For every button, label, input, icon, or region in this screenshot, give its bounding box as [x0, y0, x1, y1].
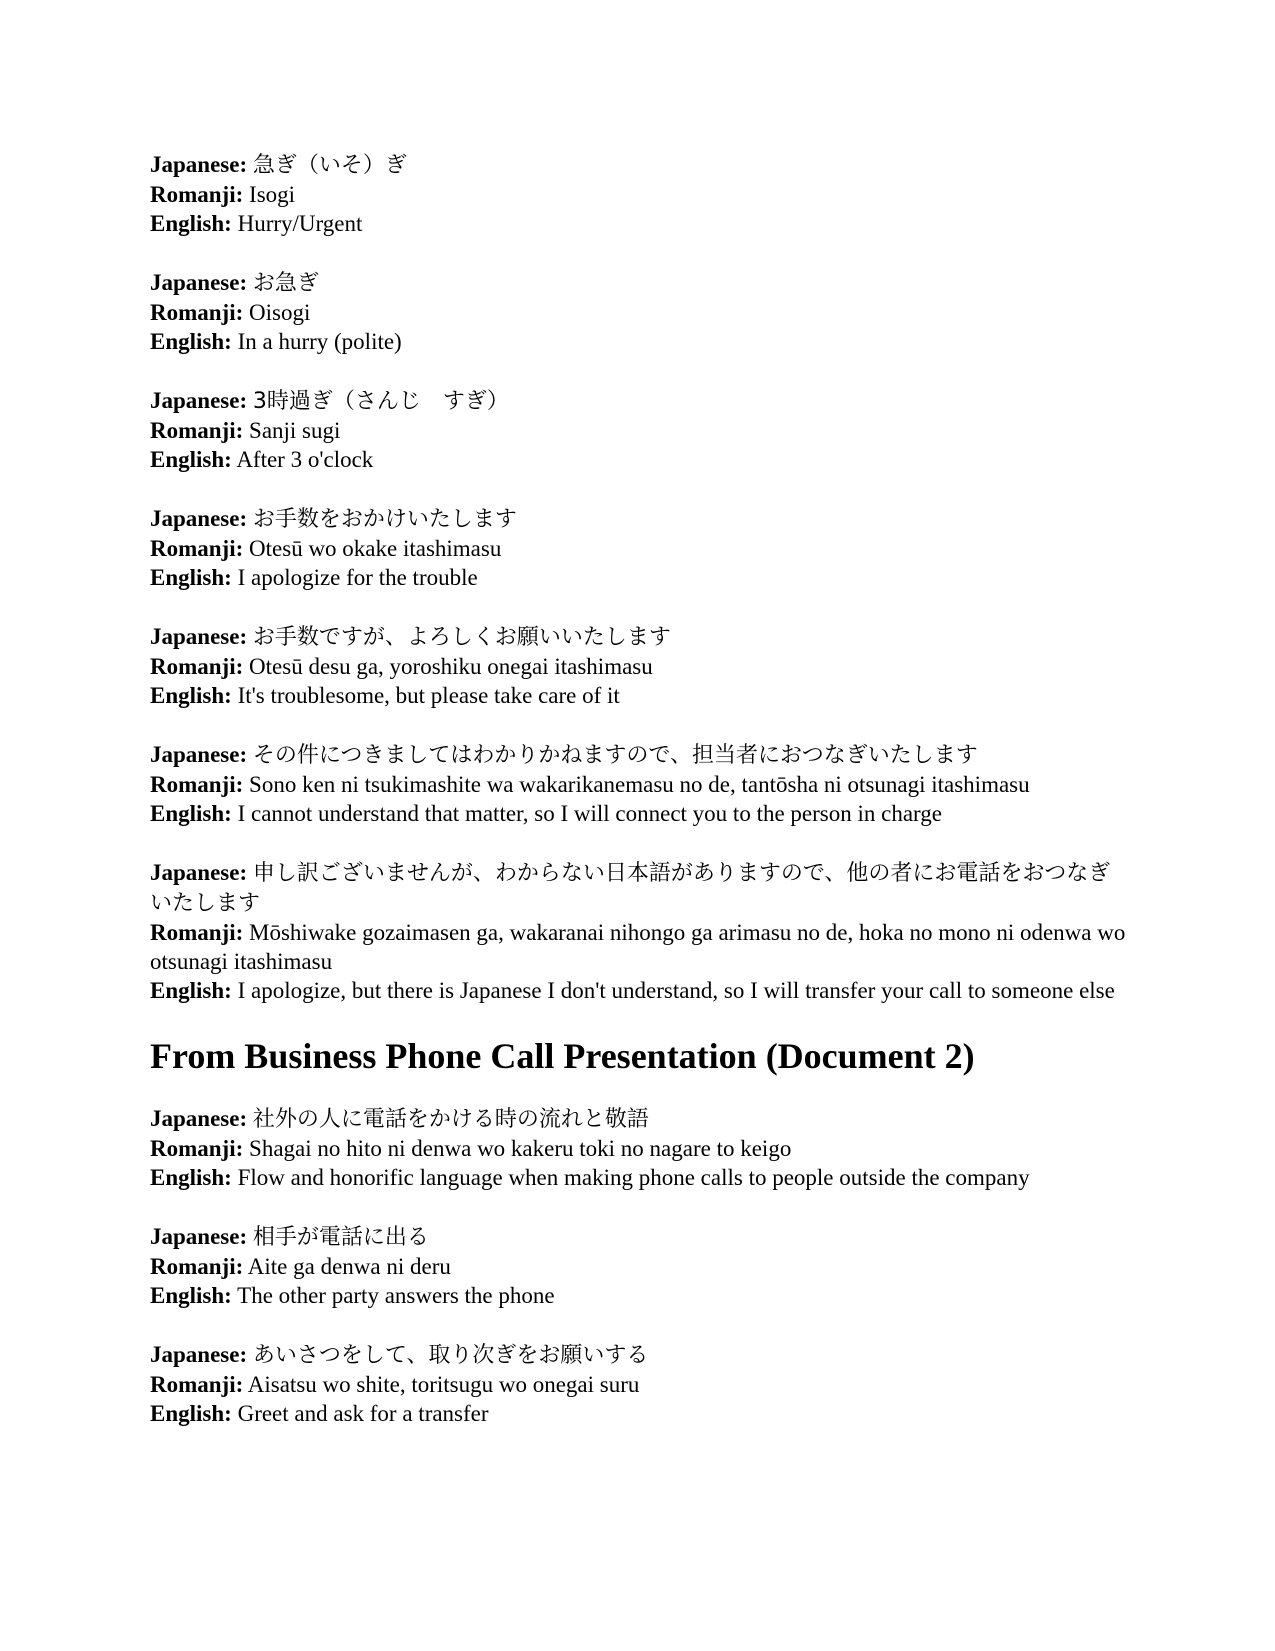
japanese-line	[150, 1104, 1130, 1134]
romanji-label: Romanji:	[150, 1254, 244, 1279]
japanese-label: Japanese:	[150, 1342, 248, 1367]
romanji-text: Otesū wo okake itashimasu	[249, 536, 502, 561]
japanese-line	[150, 504, 1130, 534]
japanese-text: あいさつをして、取り次ぎをお願いする	[252, 1343, 649, 1368]
romanji-line	[150, 534, 1130, 563]
japanese-text: 急ぎ（いそ）ぎ	[252, 153, 407, 178]
japanese-text: お手数ですが、よろしくお願いいたします	[252, 625, 671, 650]
english-text: After 3 o'clock	[236, 447, 374, 472]
japanese-text: 3時過ぎ（さんじ すぎ）	[252, 389, 509, 414]
romanji-text: Otesū desu ga, yoroshiku onegai itashimasu	[249, 654, 653, 679]
japanese-label: Japanese:	[150, 152, 248, 177]
romanji-text: Shagai no hito ni denwa wo kakeru toki no nagare to keigo	[249, 1136, 792, 1161]
japanese-label: Japanese:	[150, 624, 248, 649]
romanji-line	[150, 416, 1130, 445]
english-label: English:	[150, 447, 232, 472]
english-text: I apologize for the trouble	[237, 565, 478, 590]
english-line	[150, 209, 1130, 238]
english-text: The other party answers the phone	[237, 1283, 555, 1308]
romanji-line	[150, 1370, 1130, 1399]
romanji-label: Romanji:	[150, 772, 244, 797]
romanji-label: Romanji:	[150, 418, 244, 443]
romanji-text: Mōshiwake gozaimasen ga, wakaranai nihongo ga arimasu no de, hoka no mono ni odenwa wo otsunagi itashimasu	[150, 920, 1126, 974]
japanese-line	[150, 386, 1130, 416]
japanese-label: Japanese:	[150, 388, 248, 413]
japanese-line	[150, 858, 1130, 918]
romanji-label: Romanji:	[150, 536, 244, 561]
romanji-line	[150, 918, 1130, 976]
romanji-text: Sanji sugi	[249, 418, 341, 443]
romanji-text: Sono ken ni tsukimashite wa wakarikanemasu no de, tantōsha ni otsunagi itashimasu	[249, 772, 1030, 797]
japanese-line	[150, 1222, 1130, 1252]
english-label: English:	[150, 683, 232, 708]
romanji-label: Romanji:	[150, 1136, 244, 1161]
romanji-label: Romanji:	[150, 182, 244, 207]
japanese-label: Japanese:	[150, 742, 248, 767]
vocab-entry-oisogi	[150, 268, 1130, 356]
japanese-label: Japanese:	[150, 1106, 248, 1131]
vocab-entry-shagai	[150, 1104, 1130, 1192]
english-line	[150, 445, 1130, 474]
vocab-entry-aisatsu	[150, 1340, 1130, 1428]
english-line	[150, 799, 1130, 828]
japanese-label: Japanese:	[150, 506, 248, 531]
english-label: English:	[150, 565, 232, 590]
english-line	[150, 327, 1130, 356]
document-page	[150, 150, 1130, 1458]
english-line	[150, 563, 1130, 592]
japanese-line	[150, 1340, 1130, 1370]
japanese-text: 相手が電話に出る	[252, 1225, 429, 1250]
english-line	[150, 681, 1130, 710]
english-label: English:	[150, 978, 232, 1003]
romanji-text: Aisatsu wo shite, toritsugu wo onegai suru	[247, 1372, 640, 1397]
romanji-label: Romanji:	[150, 1372, 244, 1397]
romanji-line	[150, 1134, 1130, 1163]
section-heading: From Business Phone Call Presentation (Document 2)	[150, 1036, 975, 1076]
romanji-line	[150, 652, 1130, 681]
english-label: English:	[150, 1401, 232, 1426]
japanese-line	[150, 268, 1130, 298]
romanji-text: Aite ga denwa ni deru	[247, 1254, 451, 1279]
japanese-label: Japanese:	[150, 1224, 248, 1249]
vocab-entry-otesu-desu-ga	[150, 622, 1130, 710]
japanese-text: お急ぎ	[252, 271, 319, 296]
japanese-text: お手数をおかけいたします	[252, 507, 517, 532]
english-text: Flow and honorific language when making phone calls to people outside the company	[237, 1165, 1030, 1190]
japanese-line	[150, 150, 1130, 180]
english-text: Hurry/Urgent	[237, 211, 363, 236]
romanji-text: Oisogi	[249, 300, 311, 325]
english-line	[150, 1399, 1130, 1428]
english-text: I apologize, but there is Japanese I don't understand, so I will transfer your call to someone else	[237, 978, 1115, 1003]
english-text: I cannot understand that matter, so I will connect you to the person in charge	[237, 801, 942, 826]
japanese-label: Japanese:	[150, 270, 248, 295]
romanji-label: Romanji:	[150, 300, 244, 325]
english-label: English:	[150, 329, 232, 354]
english-line	[150, 1163, 1130, 1192]
japanese-text: 社外の人に電話をかける時の流れと敬語	[252, 1107, 649, 1132]
romanji-label: Romanji:	[150, 654, 244, 679]
vocab-entry-moshiwake	[150, 858, 1130, 1005]
vocab-entry-sono-ken	[150, 740, 1130, 828]
vocab-entry-sanji-sugi	[150, 386, 1130, 474]
english-text: Greet and ask for a transfer	[237, 1401, 489, 1426]
vocab-entry-aite	[150, 1222, 1130, 1310]
romanji-text: Isogi	[249, 182, 296, 207]
english-label: English:	[150, 1165, 232, 1190]
romanji-line	[150, 770, 1130, 799]
english-label: English:	[150, 211, 232, 236]
romanji-label: Romanji:	[150, 920, 244, 945]
romanji-line	[150, 298, 1130, 327]
english-line	[150, 976, 1130, 1005]
japanese-text: その件につきましてはわかりかねますので、担当者におつなぎいたします	[252, 743, 978, 768]
vocab-entry-isogi	[150, 150, 1130, 238]
japanese-line	[150, 740, 1130, 770]
english-label: English:	[150, 801, 232, 826]
english-label: English:	[150, 1283, 232, 1308]
english-text: In a hurry (polite)	[237, 329, 402, 354]
japanese-line	[150, 622, 1130, 652]
english-line	[150, 1281, 1130, 1310]
romanji-line	[150, 1252, 1130, 1281]
english-text: It's troublesome, but please take care of it	[237, 683, 620, 708]
japanese-label: Japanese:	[150, 860, 248, 885]
romanji-line	[150, 180, 1130, 209]
vocab-entry-otesu-okake	[150, 504, 1130, 592]
japanese-text: 申し訳ございませんが、わからない日本語がありますので、他の者にお電話をおつなぎいたします	[150, 861, 1111, 916]
